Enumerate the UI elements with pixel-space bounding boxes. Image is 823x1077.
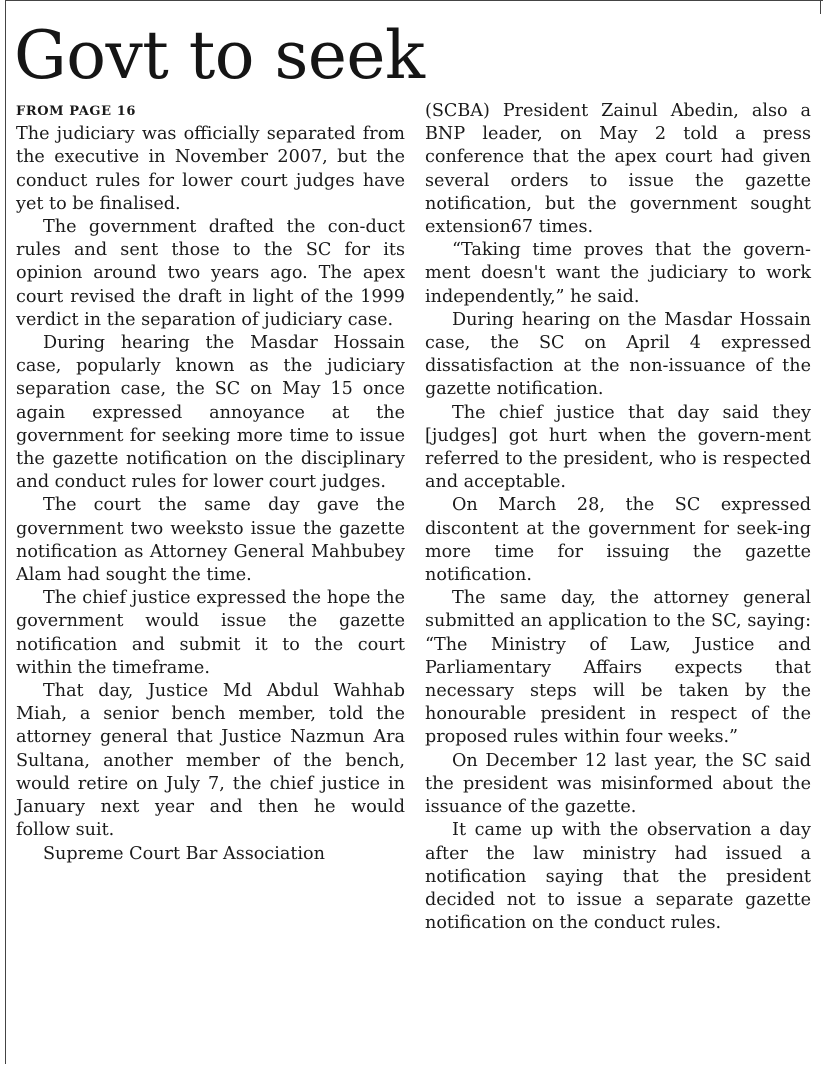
paragraph: The chief justice expressed the hope the government would issue the gazette notification and submit it to the court within the timeframe. xyxy=(16,588,405,678)
paragraph: The same day, the attorney general submitted an application to the SC, saying: “The Ministry of Law, Justice and Parliamentary Affairs expects that necessary steps will be taken by the honourable president in respect of the proposed rules within four weeks.” xyxy=(425,588,811,748)
paragraph: Supreme Court Bar Association xyxy=(43,843,325,864)
right-border-tick xyxy=(820,0,821,14)
paragraph: “Taking time proves that the govern-ment doesn't want the judiciary to work independently,” he said. xyxy=(425,240,811,307)
paragraph: (SCBA) President Zainul Abedin, also a BNP leader, on May 2 told a press conference that the apex court had given several orders to issue the gazette notification, but the government sought extension67 times. xyxy=(425,101,811,238)
paragraph: It came up with the observation a day after the law ministry had issued a notification saying that the president decided not to issue a separate gazette notification on the conduct rules. xyxy=(425,820,811,934)
paragraph: During hearing on the Masdar Hossain case, the SC on April 4 expressed dissatisfaction at the non-issuance of the gazette notification. xyxy=(425,309,811,400)
jump-line: FROM PAGE 16 xyxy=(16,104,137,119)
paragraph: That day, Justice Md Abdul Wahhab Miah, a senior bench member, told the attorney general that Justice Nazmun Ara Sultana, another member of the bench, would retire on July 7, the chief justice in January next year and then he would follow suit. xyxy=(16,681,405,841)
paragraph: During hearing the Masdar Hossain case, popularly known as the judiciary separation case, the SC on May 15 once again expressed annoyance at the government for seeking more time to issue the gazette notification on the disciplinary and conduct rules for lower court judges. xyxy=(16,333,405,493)
paragraph: The court the same day gave the government two weeksto issue the gazette notification as Attorney General Mahbubey Alam had sought the time. xyxy=(16,495,405,586)
paragraph: On March 28, the SC expressed discontent at the government for seek-ing more time for issuing the gazette notification. xyxy=(425,495,811,586)
headline: Govt to seek xyxy=(14,17,425,94)
paragraph: The government drafted the con-duct rules and sent those to the SC for its opinion around two years ago. The apex court revised the draft in light of the 1999 verdict in the separation of judiciary case. xyxy=(16,217,405,330)
paragraph: The chief justice that day said they [judges] got hurt when the govern-ment referred to the president, who is respected and acceptable. xyxy=(425,402,811,493)
paragraph: The judiciary was officially separated from the executive in November 2007, but the conduct rules for lower court judges have yet to be finalised. xyxy=(16,124,405,214)
left-column xyxy=(16,100,405,866)
right-column xyxy=(425,100,811,935)
left-border-rule xyxy=(5,0,6,1064)
top-border-rule xyxy=(5,0,823,1)
paragraph: On December 12 last year, the SC said the president was misinformed about the issuance of the gazette. xyxy=(425,750,811,818)
